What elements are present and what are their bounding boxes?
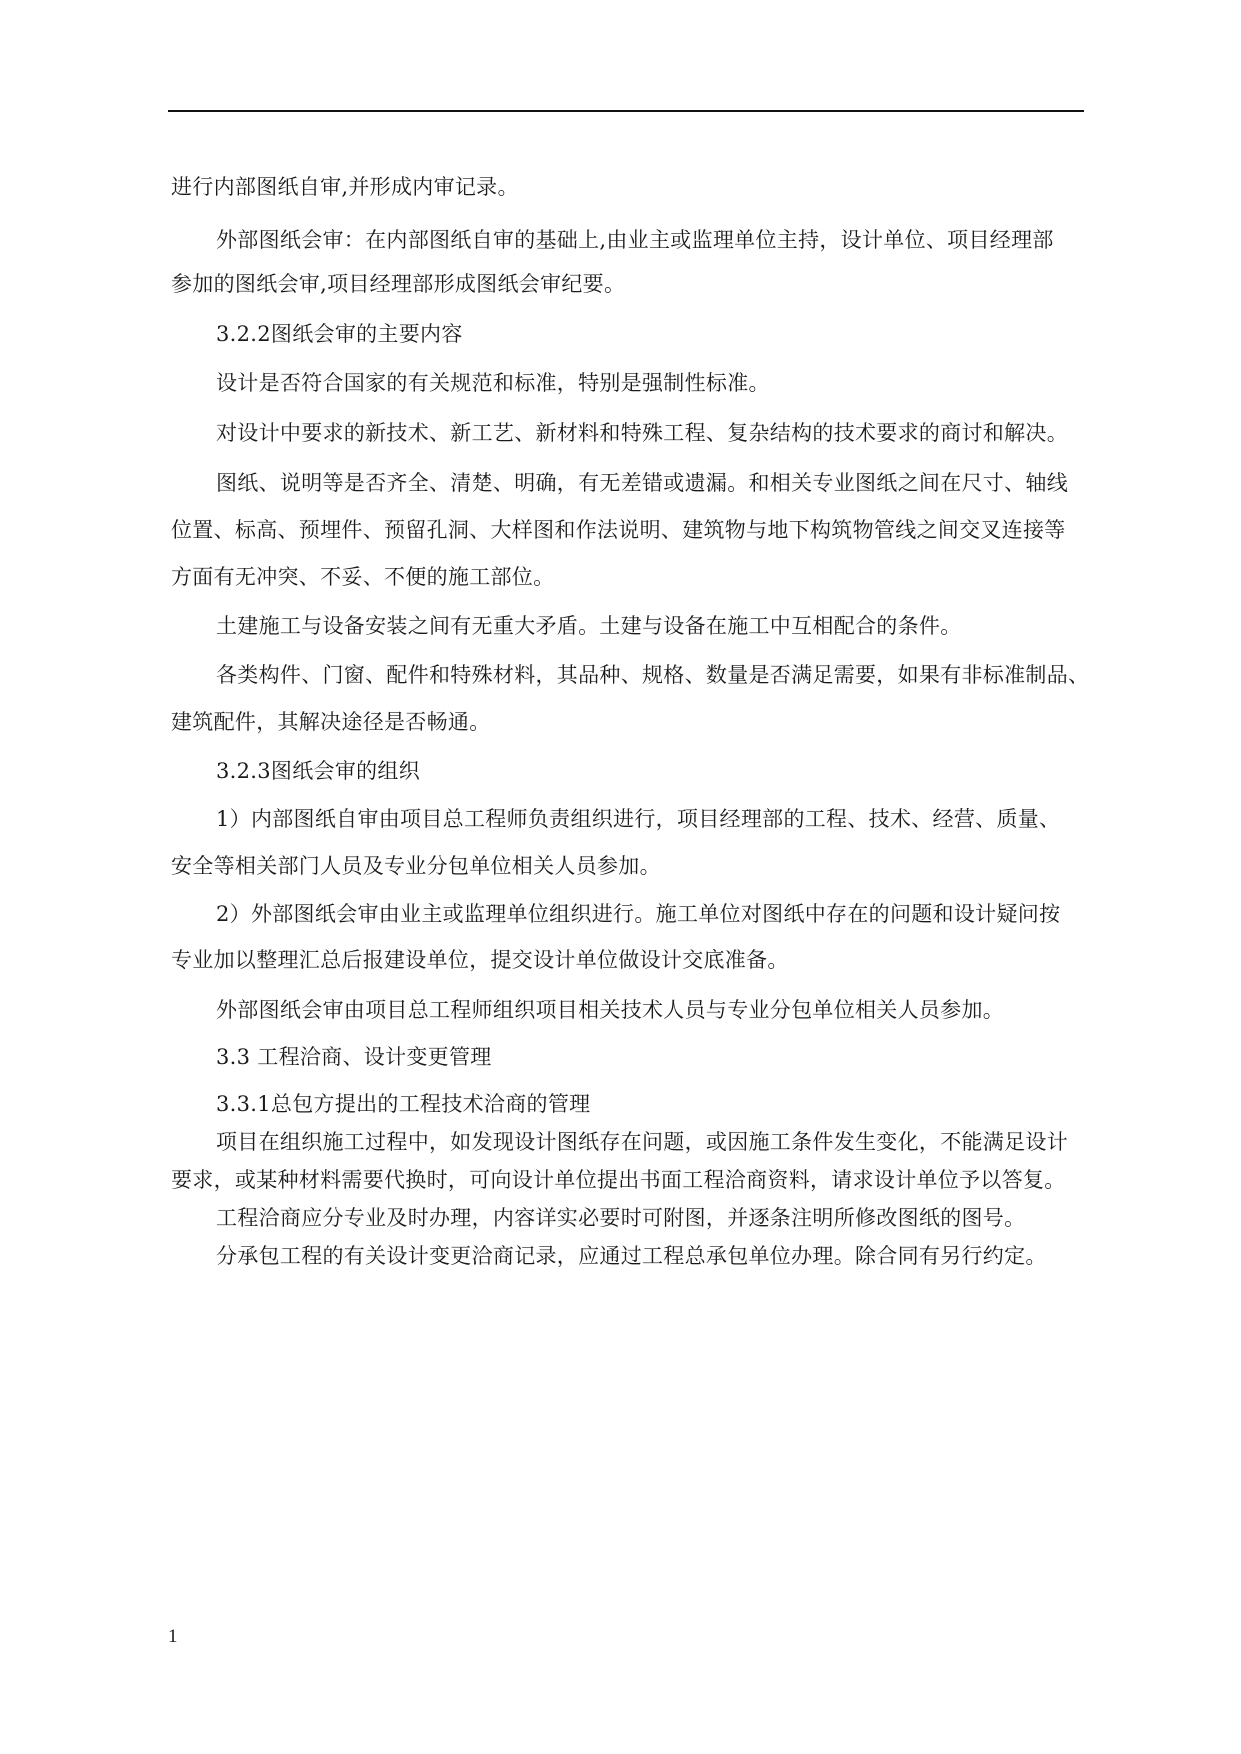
- section-heading: 3.3.1总包方提出的工程技术洽商的管理: [216, 1092, 591, 1116]
- section-heading: 3.2.3图纸会审的组织: [216, 759, 421, 783]
- header-rule: [168, 110, 1084, 112]
- paragraph-line: 进行内部图纸自审,并形成内审记录。: [171, 175, 519, 199]
- paragraph-line: 专业加以整理汇总后报建设单位，提交设计单位做设计交底准备。: [171, 948, 789, 972]
- paragraph-line: 要求，或某种材料需要代换时，可向设计单位提出书面工程洽商资料，请求设计单位予以答复。: [171, 1168, 1066, 1192]
- paragraph-line: 项目在组织施工过程中，如发现设计图纸存在问题，或因施工条件发生变化，不能满足设计: [216, 1130, 1068, 1154]
- paragraph-line: 工程洽商应分专业及时办理，内容详实必要时可附图，并逐条注明所修改图纸的图号。: [216, 1206, 1026, 1230]
- paragraph-line: 分承包工程的有关设计变更洽商记录，应通过工程总承包单位办理。除合同有另行约定。: [216, 1244, 1047, 1268]
- paragraph-line: 各类构件、门窗、配件和特殊材料，其品种、规格、数量是否满足需要，如果有非标准制品、: [216, 663, 1090, 687]
- page-number: 1: [168, 1626, 178, 1647]
- paragraph-line: 1）内部图纸自审由项目总工程师负责组织进行，项目经理部的工程、技术、经营、质量、: [216, 807, 1061, 831]
- section-heading: 3.2.2图纸会审的主要内容: [216, 322, 463, 346]
- paragraph-line: 方面有无冲突、不妥、不便的施工部位。: [171, 565, 555, 589]
- paragraph-line: 2）外部图纸会审由业主或监理单位组织进行。施工单位对图纸中存在的问题和设计疑问按: [216, 902, 1061, 926]
- paragraph-line: 位置、标高、预埋件、预留孔洞、大样图和作法说明、建筑物与地下构筑物管线之间交叉连接等: [171, 518, 1066, 542]
- paragraph-line: 土建施工与设备安装之间有无重大矛盾。土建与设备在施工中互相配合的条件。: [216, 614, 962, 638]
- paragraph-line: 设计是否符合国家的有关规范和标准，特别是强制性标准。: [216, 371, 770, 395]
- paragraph-line: 对设计中要求的新技术、新工艺、新材料和特殊工程、复杂结构的技术要求的商讨和解决。: [216, 421, 1068, 445]
- paragraph-line: 安全等相关部门人员及专业分包单位相关人员参加。: [171, 854, 661, 878]
- paragraph-line: 图纸、说明等是否齐全、清楚、明确，有无差错或遗漏。和相关专业图纸之间在尺寸、轴线: [216, 471, 1068, 495]
- paragraph-line: 外部图纸会审：在内部图纸自审的基础上,由业主或监理单位主持，设计单位、项目经理部: [216, 228, 1054, 252]
- paragraph-line: 建筑配件，其解决途径是否畅通。: [171, 710, 491, 734]
- section-heading: 3.3 工程洽商、设计变更管理: [216, 1045, 492, 1069]
- paragraph-line: 参加的图纸会审,项目经理部形成图纸会审纪要。: [171, 272, 626, 296]
- paragraph-line: 外部图纸会审由项目总工程师组织项目相关技术人员与专业分包单位相关人员参加。: [216, 998, 1005, 1022]
